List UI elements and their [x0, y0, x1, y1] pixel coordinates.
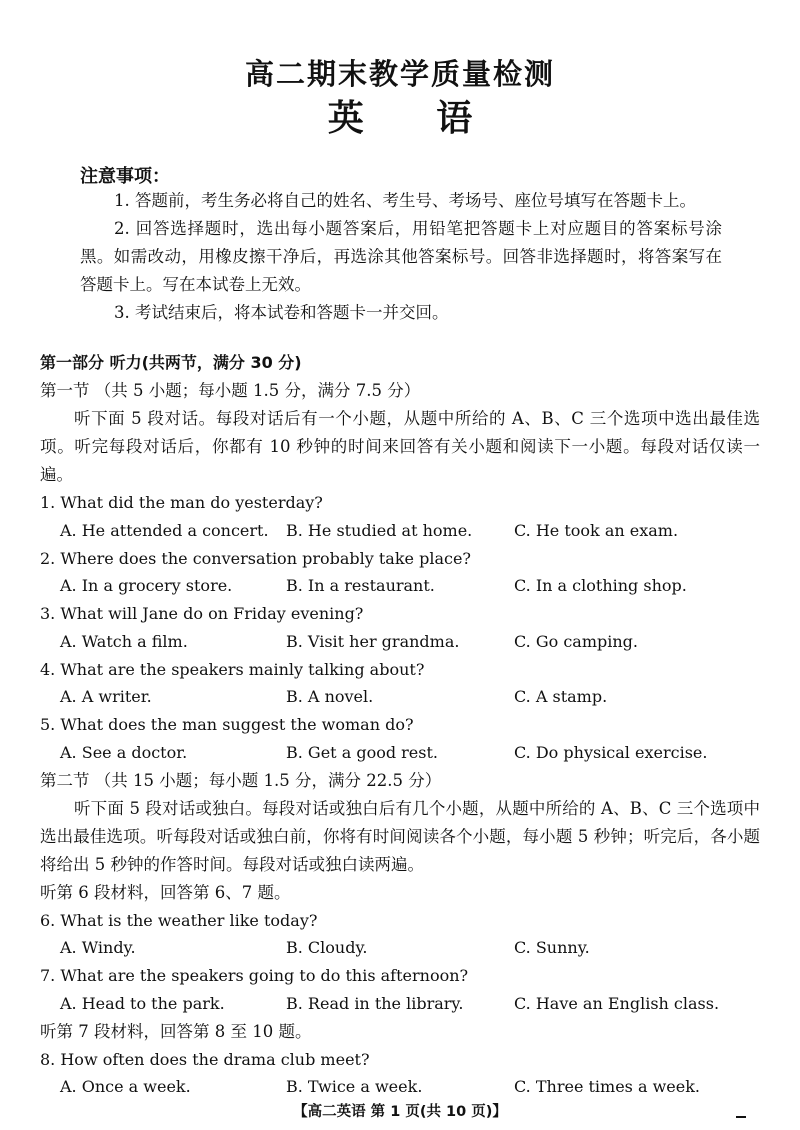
option-c: C. Three times a week. — [514, 1077, 701, 1096]
question-item — [40, 489, 760, 545]
option-b: B. In a restaurant. — [286, 576, 435, 595]
exam-title: 高二期末教学质量检测 — [244, 57, 555, 91]
question-stem: 2. Where does the conversation probably take place? — [40, 548, 471, 568]
question-item — [40, 711, 760, 767]
option-b: B. Cloudy. — [286, 938, 368, 957]
question-item — [40, 1046, 760, 1102]
question-item — [40, 962, 760, 1018]
option-b: B. A novel. — [286, 687, 374, 706]
question-item — [40, 907, 760, 963]
part1-content — [40, 349, 760, 1101]
option-b: B. Visit her grandma. — [286, 631, 460, 651]
option-b: B. Twice a week. — [286, 1077, 423, 1096]
option-b: B. He studied at home. — [286, 520, 473, 540]
section1-heading: 第一节 （共 5 小题；每小题 1.5 分，满分 7.5 分） — [40, 381, 421, 400]
question-options — [40, 517, 760, 545]
question-options — [40, 990, 760, 1018]
question-stem: 3. What will Jane do on Friday evening? — [40, 604, 364, 623]
question-options — [40, 683, 760, 711]
question-options — [40, 628, 760, 656]
option-a: A. Windy. — [60, 938, 136, 957]
notes-heading: 注意事项： — [80, 166, 170, 187]
option-a: A. Watch a film. — [60, 631, 188, 651]
footer-mark — [736, 1116, 746, 1118]
option-c: C. In a clothing shop. — [514, 576, 687, 595]
option-c: C. He took an exam. — [514, 520, 679, 540]
option-a: A. See a doctor. — [60, 742, 188, 762]
question-item — [40, 600, 760, 656]
question-stem: 4. What are the speakers mainly talking about? — [40, 659, 425, 679]
option-c: C. Sunny. — [514, 938, 590, 957]
note-item: 3. 考试结束后，将本试卷和答题卡一并交回。 — [114, 303, 449, 322]
section2-instructions: 听下面 5 段对话或独白。每段对话或独白后有几个小题，从题中所给的 A、B、C 三个选项中选出最佳选项。听每段对话或独白前，你将有时间阅读各个小题，每小题 5 秒钟；听完后，各小题将给出 5 秒钟的作答时间。每段对话或独白读两遍。 — [40, 798, 760, 874]
subject-title: 英 语 — [327, 98, 473, 139]
option-b: B. Get a good rest. — [286, 742, 438, 762]
section2-heading: 第二节 （共 15 小题；每小题 1.5 分，满分 22.5 分） — [40, 770, 442, 790]
question-stem: 7. What are the speakers going to do this afternoon? — [40, 966, 469, 985]
note-item: 2. 回答选择题时，选出每小题答案后，用铅笔把答题卡上对应题目的答案标号涂黑。如需改动，用橡皮擦干净后，再选涂其他答案标号。回答非选择题时，将答案写在答题卡上。写在本试卷上无效。 — [80, 219, 722, 294]
question-stem: 1. What did the man do yesterday? — [40, 493, 323, 512]
option-c: C. Go camping. — [514, 631, 639, 651]
question-options — [40, 572, 760, 600]
option-a: A. He attended a concert. — [60, 520, 269, 540]
question-options — [40, 1073, 760, 1101]
question-stem: 6. What is the weather like today? — [40, 910, 318, 930]
question-stem: 8. How often does the drama club meet? — [40, 1049, 370, 1069]
option-c: C. Have an English class. — [514, 993, 720, 1013]
option-a: A. A writer. — [60, 687, 152, 706]
notes-block — [80, 187, 722, 327]
note-item: 1. 答题前，考生务必将自己的姓名、考生号、考场号、座位号填写在答题卡上。 — [114, 191, 696, 210]
question-item — [40, 656, 760, 712]
option-a: A. Head to the park. — [60, 993, 225, 1013]
option-a: A. In a grocery store. — [60, 576, 233, 595]
material-7-instruction: 听第 7 段材料，回答第 8 至 10 题。 — [40, 1021, 312, 1041]
option-c: C. A stamp. — [514, 687, 608, 706]
page-footer: 【高二英语 第 1 页(共 10 页)】 — [293, 1104, 507, 1120]
option-c: C. Do physical exercise. — [514, 742, 708, 762]
part1-heading: 第一部分 听力(共两节，满分 30 分) — [40, 353, 302, 372]
question-options — [40, 934, 760, 962]
question-item — [40, 545, 760, 601]
option-a: A. Once a week. — [60, 1077, 191, 1096]
material-6-instruction: 听第 6 段材料，回答第 6、7 题。 — [40, 882, 291, 902]
section1-instructions: 听下面 5 段对话。每段对话后有一个小题，从题中所给的 A、B、C 三个选项中选出最佳选项。听完每段对话后，你都有 10 秒钟的时间来回答有关小题和阅读下一小题。每段对话仅读一遍。 — [40, 409, 760, 484]
option-b: B. Read in the library. — [286, 993, 464, 1013]
question-options — [40, 739, 760, 767]
question-stem: 5. What does the man suggest the woman do? — [40, 715, 414, 734]
